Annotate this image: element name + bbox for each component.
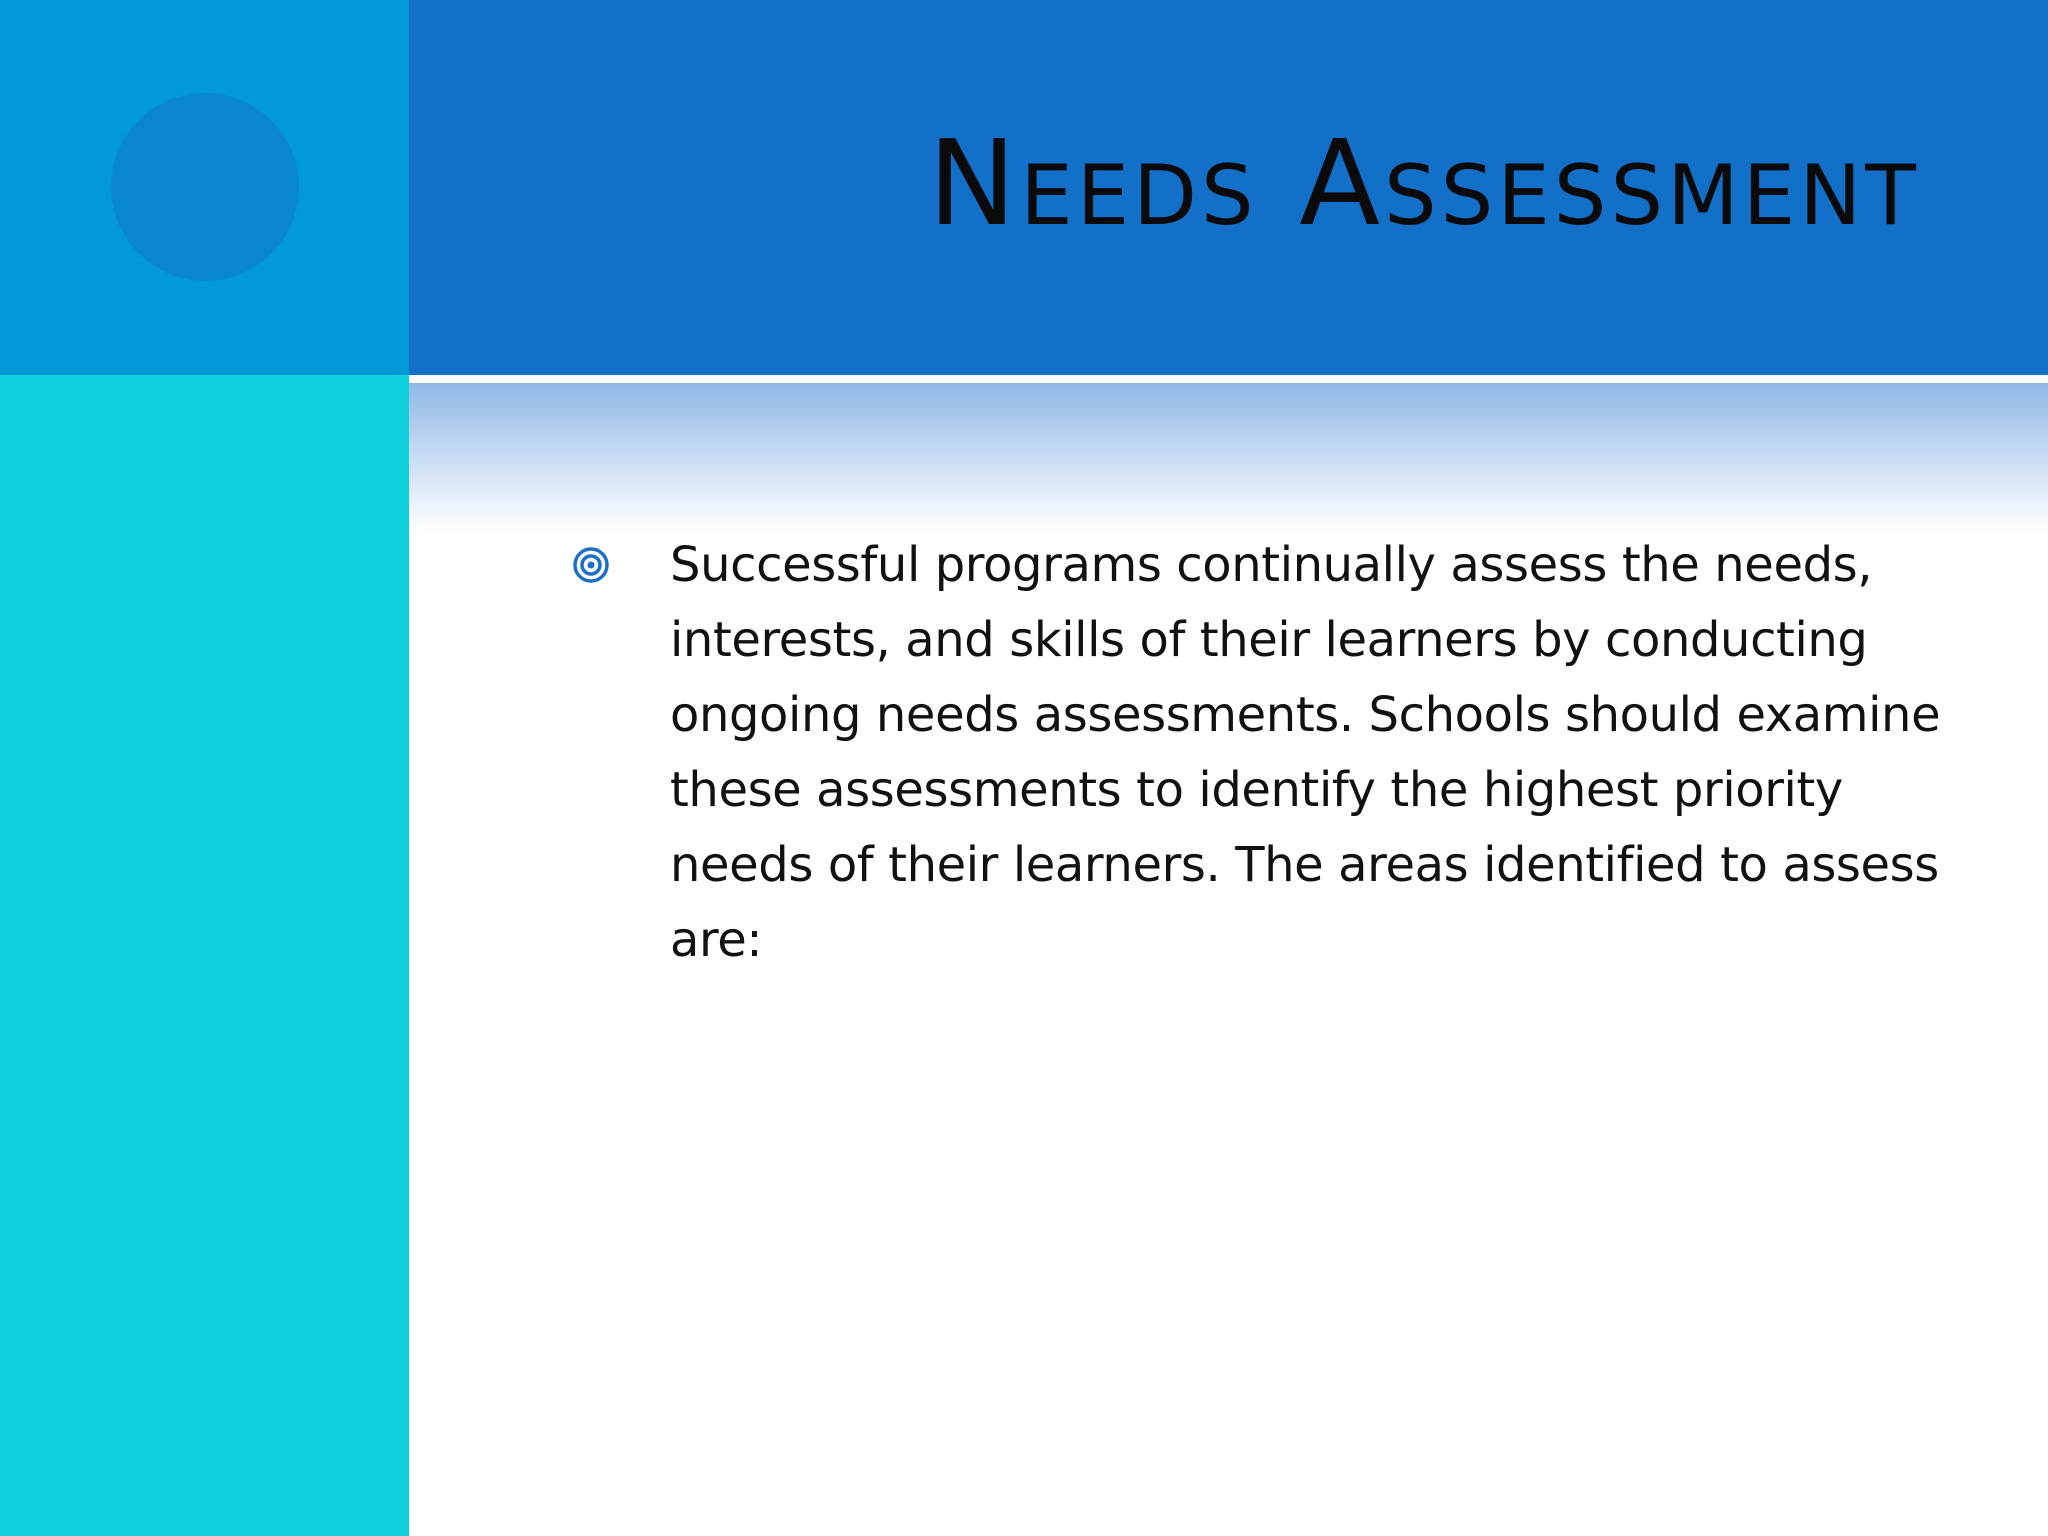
- left-top-panel: [0, 0, 409, 375]
- left-side-panel: [0, 375, 409, 1536]
- slide-body: [565, 528, 1965, 978]
- gradient-band: [409, 383, 2048, 533]
- decorative-circle: [111, 93, 299, 281]
- divider-line: [409, 375, 2048, 383]
- bullet-text: Successful programs continually assess the needs, interests, and skills of their learners by conducting ongoing needs assessments. Schools should examine these assessments to identify the highest priority needs of their learners. The areas identified to assess are:: [670, 537, 1941, 968]
- bullet-item: [565, 528, 1965, 978]
- slide-title: Needs Assessment: [927, 114, 1920, 252]
- target-bullet-icon: [572, 546, 610, 584]
